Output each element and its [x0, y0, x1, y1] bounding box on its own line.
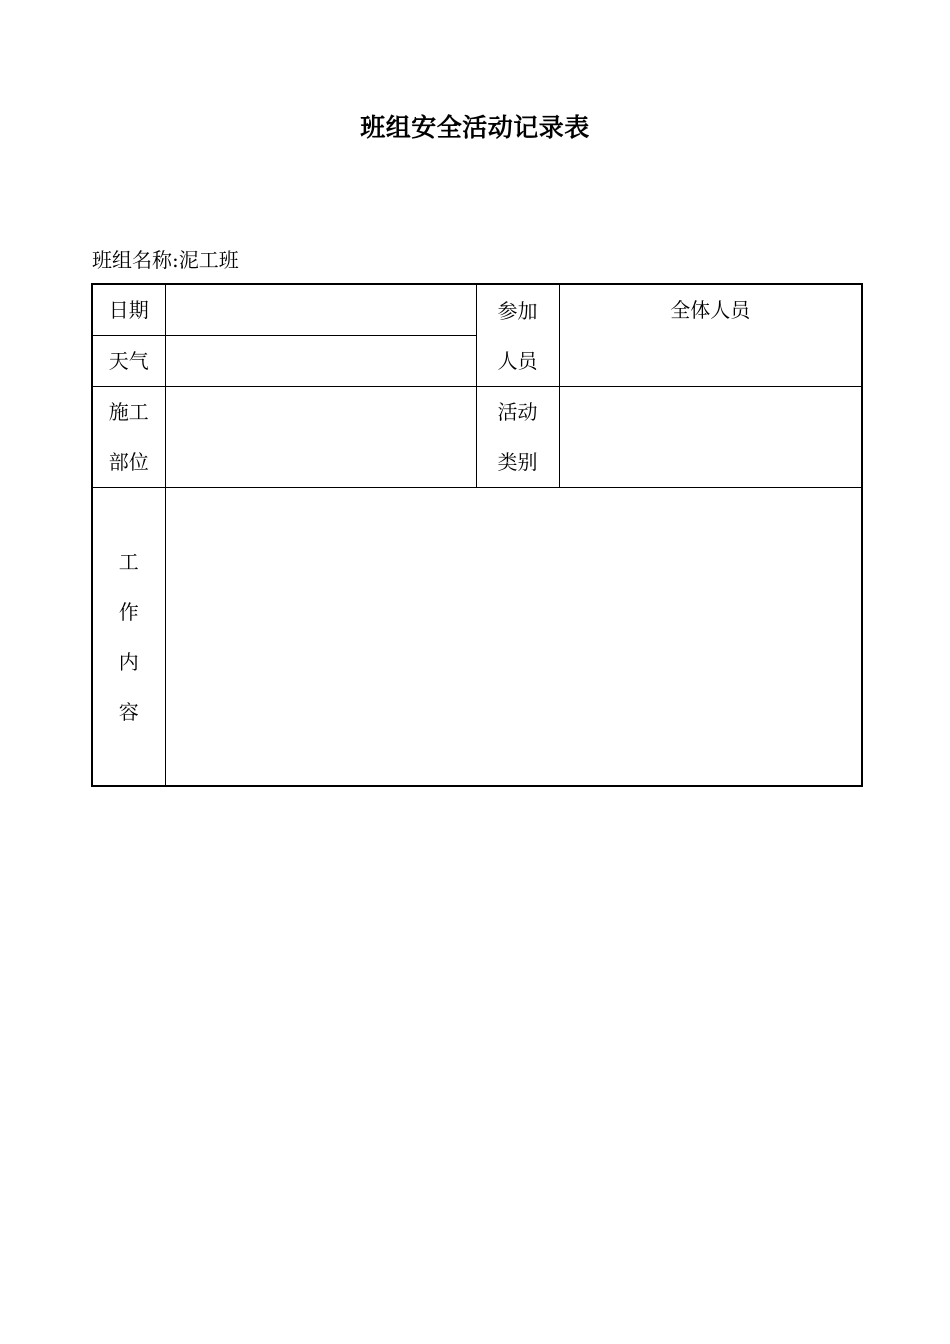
participants-value-cell[interactable]: 全体人员	[559, 284, 862, 387]
location-label-line2: 部位	[108, 450, 149, 474]
work-content-char: 作	[118, 599, 139, 624]
participants-label	[476, 284, 559, 387]
weather-value-cell[interactable]	[165, 336, 476, 387]
weather-label: 天气	[92, 336, 165, 387]
table-row	[92, 387, 862, 488]
activity-type-value-cell[interactable]	[559, 387, 862, 488]
date-label: 日期	[92, 284, 165, 336]
work-content-char: 内	[118, 649, 139, 674]
activity-type-label-line2: 类别	[497, 450, 538, 474]
activity-type-label-line1: 活动	[497, 400, 538, 424]
team-name-line	[92, 244, 239, 273]
team-name-separator: :	[172, 248, 179, 272]
location-label	[92, 387, 165, 488]
team-name-value: 泥工班	[178, 248, 239, 272]
work-content-char: 工	[118, 549, 139, 574]
date-value-cell[interactable]	[165, 284, 476, 336]
participants-label-line2: 人员	[497, 348, 538, 373]
activity-type-label	[476, 387, 559, 488]
work-content-value-cell[interactable]	[165, 488, 862, 787]
location-value-cell[interactable]	[165, 387, 476, 488]
table-row	[92, 488, 862, 787]
work-content-label	[92, 488, 165, 787]
table-row	[92, 284, 862, 336]
participants-label-line1: 参加	[497, 298, 538, 323]
work-content-char: 容	[118, 699, 139, 724]
page-title: 班组安全活动记录表	[360, 113, 590, 142]
location-label-line1: 施工	[108, 400, 149, 424]
team-name-label: 班组名称	[92, 248, 172, 272]
record-table	[91, 283, 863, 787]
